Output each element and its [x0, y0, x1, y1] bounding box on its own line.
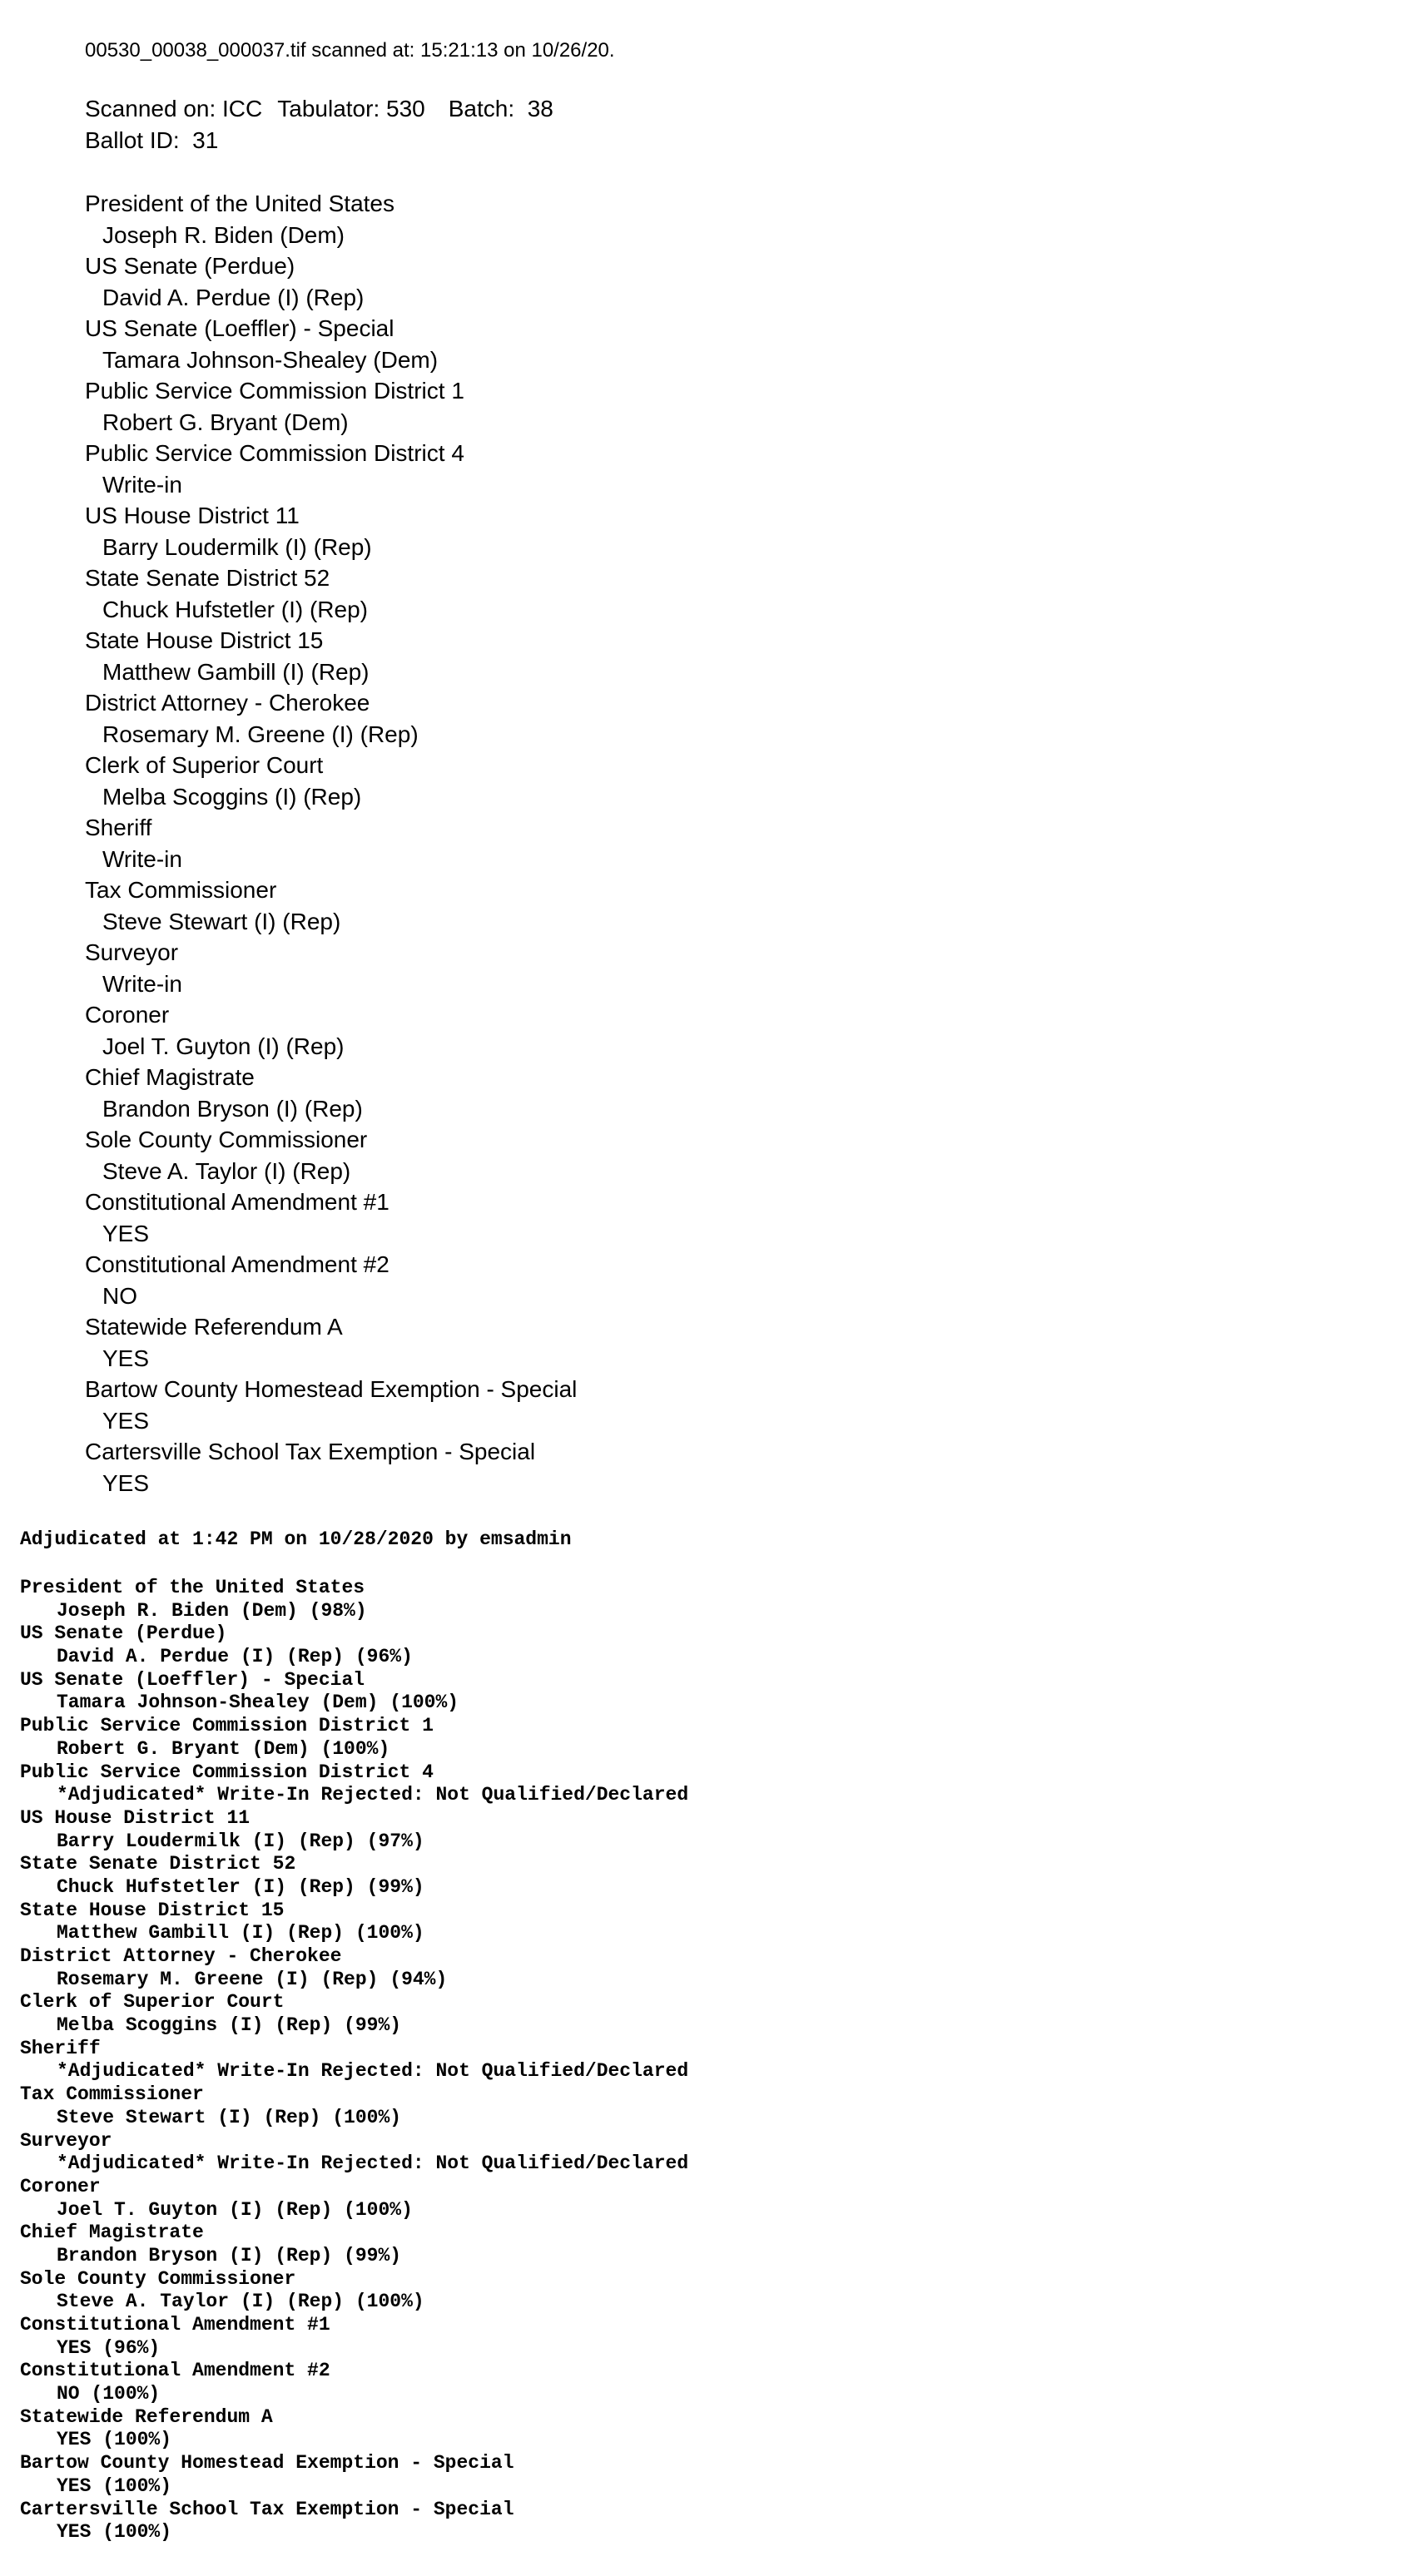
adjudicated-race-title: President of the United States	[20, 1577, 365, 1598]
batch-label: Batch:	[448, 96, 515, 121]
scanned-on-value: ICC	[222, 96, 263, 121]
scan-race-choice: Brandon Bryson (I) (Rep)	[102, 1095, 363, 1122]
ballot-id-value: 31	[192, 127, 219, 153]
scan-race-title: US House District 11	[85, 503, 300, 528]
scan-race-choice: Write-in	[102, 471, 182, 498]
adjudicated-race-choice: YES (100%)	[57, 2521, 172, 2544]
adjudicated-race-title: Tax Commissioner	[20, 2083, 204, 2106]
scan-race-choice: Steve Stewart (I) (Rep)	[102, 908, 341, 934]
scan-race-choice: YES	[102, 1407, 150, 1434]
scan-race-title: Coroner	[85, 1002, 170, 1028]
adjudicated-race-title: Clerk of Superior Court	[20, 1991, 285, 2014]
adjudicated-race-choice: YES (100%)	[57, 2429, 172, 2451]
adjudicated-race-choice: *Adjudicated* Write-In Rejected: Not Qualified/Declared	[57, 2060, 689, 2083]
adjudicated-race-title: Constitutional Amendment #1	[20, 2314, 330, 2336]
adjudicated-race-choice: *Adjudicated* Write-In Rejected: Not Qualified/Declared	[57, 1784, 689, 1806]
scan-races-list	[85, 188, 1383, 1499]
adjudicated-race-title: State House District 15	[20, 1899, 285, 1921]
adjudicated-race-choice: Joseph R. Biden (Dem) (98%)	[57, 1599, 367, 1622]
adjudicated-race-title: State Senate District 52	[20, 1853, 296, 1875]
scan-race-title: Sheriff	[85, 815, 152, 840]
ballot-id-line	[85, 125, 1383, 156]
scan-meta-line	[85, 93, 1383, 125]
adjudication-races-list	[20, 1577, 1402, 2544]
batch-value: 38	[527, 96, 553, 121]
adjudication-section	[20, 1527, 1402, 2544]
adjudicated-race-choice: Steve A. Taylor (I) (Rep) (100%)	[57, 2291, 424, 2313]
scan-race-choice: Joseph R. Biden (Dem)	[102, 221, 345, 248]
adjudicated-race-choice: YES (96%)	[57, 2336, 161, 2359]
adjudicated-race-choice: Brandon Bryson (I) (Rep) (99%)	[57, 2244, 402, 2266]
scan-race-choice: Matthew Gambill (I) (Rep)	[102, 658, 370, 685]
scan-race-choice: Barry Loudermilk (I) (Rep)	[102, 533, 372, 560]
adjudicated-race-choice: YES (100%)	[57, 2474, 172, 2497]
scan-section	[85, 37, 1383, 1499]
adjudicated-race-title: Coroner	[20, 2175, 101, 2197]
adjudicated-race-title: Sole County Commissioner	[20, 2267, 296, 2290]
adjudicated-race-title: Chief Magistrate	[20, 2222, 204, 2244]
adjudicated-race-title: US Senate (Perdue)	[20, 1622, 227, 1645]
adjudication-header: Adjudicated at 1:42 PM on 10/28/2020 by emsadmin	[20, 1528, 572, 1550]
scan-race-choice: Joel T. Guyton (I) (Rep)	[102, 1033, 345, 1059]
scan-race-choice: Steve A. Taylor (I) (Rep)	[102, 1157, 351, 1184]
adjudicated-race-choice: *Adjudicated* Write-In Rejected: Not Qualified/Declared	[57, 2152, 689, 2175]
scan-race-title: Sole County Commissioner	[85, 1127, 368, 1152]
scan-race-title: Clerk of Superior Court	[85, 752, 324, 778]
adjudicated-race-choice: David A. Perdue (I) (Rep) (96%)	[57, 1646, 413, 1668]
adjudicated-race-choice: Rosemary M. Greene (I) (Rep) (94%)	[57, 1968, 448, 1990]
scan-race-title: Constitutional Amendment #2	[85, 1251, 389, 1277]
scan-race-choice: YES	[102, 1220, 150, 1246]
adjudicated-race-title: US Senate (Loeffler) - Special	[20, 1668, 365, 1691]
adjudicated-race-title: Surveyor	[20, 2129, 112, 2152]
scan-race-choice: Write-in	[102, 845, 182, 872]
adjudicated-race-choice: Matthew Gambill (I) (Rep) (100%)	[57, 1922, 424, 1944]
adjudicated-race-choice: Chuck Hufstetler (I) (Rep) (99%)	[57, 1875, 424, 1898]
scan-race-choice: Chuck Hufstetler (I) (Rep)	[102, 596, 368, 622]
adjudicated-race-title: Cartersville School Tax Exemption - Special	[20, 2498, 514, 2520]
tabulator-label: Tabulator:	[277, 96, 380, 121]
scan-race-title: Surveyor	[85, 939, 179, 965]
adjudicated-race-title: US House District 11	[20, 1806, 251, 1829]
scan-race-choice: Robert G. Bryant (Dem)	[102, 409, 349, 435]
adjudicated-race-title: Public Service Commission District 4	[20, 1761, 434, 1783]
scan-race-choice: YES	[102, 1345, 150, 1371]
scan-race-title: Public Service Commission District 1	[85, 378, 464, 404]
scan-race-title: Public Service Commission District 4	[85, 440, 464, 466]
adjudicated-race-title: Sheriff	[20, 2037, 101, 2059]
scan-race-title: District Attorney - Cherokee	[85, 690, 370, 716]
tabulator-value: 530	[386, 96, 425, 121]
scan-race-title: Cartersville School Tax Exemption - Special	[85, 1439, 536, 1464]
adjudicated-race-title: District Attorney - Cherokee	[20, 1945, 342, 1967]
ballot-id-label: Ballot ID:	[85, 127, 180, 153]
adjudicated-race-title: Public Service Commission District 1	[20, 1715, 434, 1737]
scan-race-choice: Write-in	[102, 970, 182, 997]
scan-file-line: 00530_00038_000037.tif scanned at: 15:21:13 on 10/26/20.	[85, 39, 615, 62]
scan-race-choice: Melba Scoggins (I) (Rep)	[102, 783, 362, 810]
scan-race-title: Statewide Referendum A	[85, 1314, 343, 1340]
adjudicated-race-title: Constitutional Amendment #2	[20, 2360, 330, 2382]
scan-race-title: US Senate (Perdue)	[85, 253, 295, 279]
scan-race-choice: David A. Perdue (I) (Rep)	[102, 284, 365, 310]
scan-race-title: Tax Commissioner	[85, 877, 277, 903]
scanned-on-label: Scanned on:	[85, 96, 216, 121]
scan-race-title: President of the United States	[85, 191, 394, 216]
scan-race-title: Constitutional Amendment #1	[85, 1189, 389, 1215]
adjudicated-race-choice: NO (100%)	[57, 2383, 161, 2405]
scan-race-choice: YES	[102, 1469, 150, 1496]
scan-race-title: Bartow County Homestead Exemption - Special	[85, 1376, 578, 1402]
scan-race-choice: NO	[102, 1282, 137, 1309]
adjudicated-race-title: Statewide Referendum A	[20, 2405, 273, 2428]
adjudicated-race-title: Bartow County Homestead Exemption - Special	[20, 2452, 514, 2474]
scan-race-title: US Senate (Loeffler) - Special	[85, 315, 394, 341]
adjudicated-race-choice: Steve Stewart (I) (Rep) (100%)	[57, 2106, 402, 2128]
scan-race-choice: Rosemary M. Greene (I) (Rep)	[102, 721, 419, 747]
adjudicated-race-choice: Joel T. Guyton (I) (Rep) (100%)	[57, 2198, 413, 2221]
scan-race-title: State House District 15	[85, 627, 324, 653]
adjudicated-race-choice: Tamara Johnson-Shealey (Dem) (100%)	[57, 1692, 459, 1714]
scan-race-title: State Senate District 52	[85, 565, 330, 591]
adjudicated-race-choice: Melba Scoggins (I) (Rep) (99%)	[57, 2014, 402, 2037]
scan-race-choice: Tamara Johnson-Shealey (Dem)	[102, 346, 439, 373]
adjudicated-race-choice: Robert G. Bryant (Dem) (100%)	[57, 1737, 390, 1760]
adjudicated-race-choice: Barry Loudermilk (I) (Rep) (97%)	[57, 1830, 424, 1852]
scan-race-title: Chief Magistrate	[85, 1064, 255, 1090]
